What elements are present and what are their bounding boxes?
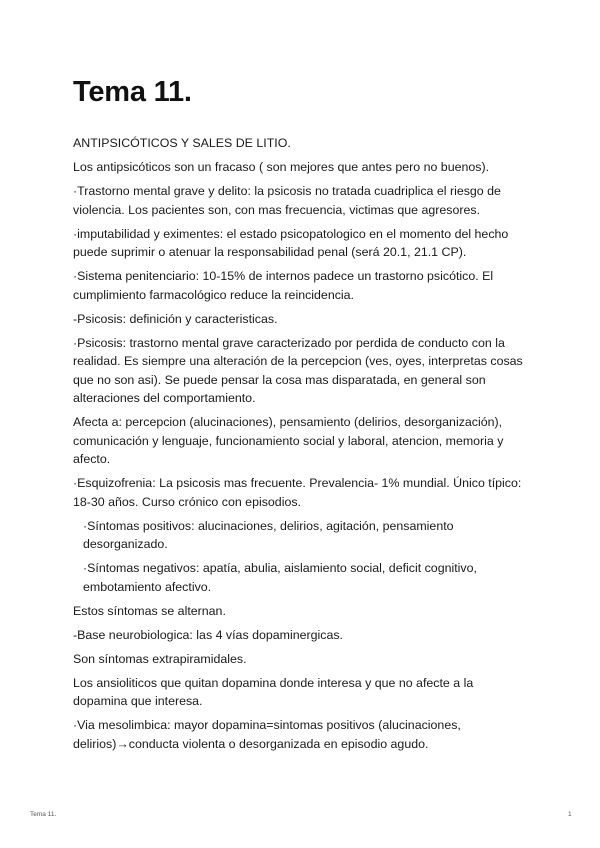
paragraph: Estos síntomas se alternan. — [73, 603, 226, 618]
paragraph: ·Sistema penitenciario: 10-15% de internos padece un trastorno psicótico. El cumplimiento farmacológico reduce la reincidencia. — [73, 269, 494, 302]
paragraph: Afecta a: percepcion (alucinaciones), pensamiento (delirios, desorganización), comunicación y lenguaje, funcionamiento social y laboral, atencion, memoria y afecto. — [73, 415, 504, 466]
paragraph: Los antipsicóticos son un fracaso ( son mejores que antes pero no buenos). — [73, 160, 490, 174]
document-body — [73, 72, 528, 759]
page-number: 1 — [568, 811, 572, 818]
footer-title: Tema 11. — [30, 811, 57, 818]
paragraph-indented: ·Síntomas positivos: alucinaciones, delirios, agitación, pensamiento desorganizado. — [83, 518, 454, 551]
paragraph: ·imputabilidad y eximentes: el estado psicopatologico en el momento del hecho puede suprimir o atenuar la responsabilidad penal (será 20.1, 21.1 CP). — [73, 226, 509, 259]
paragraph-indented: ·Síntomas negativos: apatía, abulia, aislamiento social, deficit cognitivo, embotamiento afectivo. — [83, 561, 477, 594]
section-heading: ANTIPSICÓTICOS Y SALES DE LITIO. — [73, 136, 291, 150]
subheading: -Psicosis: definición y caracteristicas. — [73, 311, 278, 326]
paragraph: ·Trastorno mental grave y delito: la psicosis no tratada cuadriplica el riesgo de violencia. Los pacientes son, con mas frecuencia, victimas que agresores. — [73, 184, 501, 217]
paragraph: ·Psicosis: trastorno mental grave caracterizado por perdida de conducto con la realidad. Es siempre una alteración de la percepcion (ves, oyes, interpretas cosas que no son asi). Se puede pensar la cosa mas disparatada, en general son alteraciones del comportamiento. — [73, 335, 523, 405]
page-title: Tema 11. — [73, 76, 192, 108]
subheading: -Base neurobiologica: las 4 vías dopaminergicas. — [73, 627, 343, 642]
paragraph: Los ansioliticos que quitan dopamina donde interesa y que no afecte a la dopamina que interesa. — [73, 675, 474, 708]
paragraph: Son síntomas extrapiramidales. — [73, 651, 247, 666]
paragraph: ·Esquizofrenia: La psicosis mas frecuente. Prevalencia- 1% mundial. Único típico: 18-30 años. Curso crónico con episodios. — [73, 476, 522, 509]
paragraph: ·Via mesolimbica: mayor dopamina=sintomas positivos (alucinaciones, delirios)→conducta violenta o desorganizada en episodio agudo. — [73, 718, 461, 751]
